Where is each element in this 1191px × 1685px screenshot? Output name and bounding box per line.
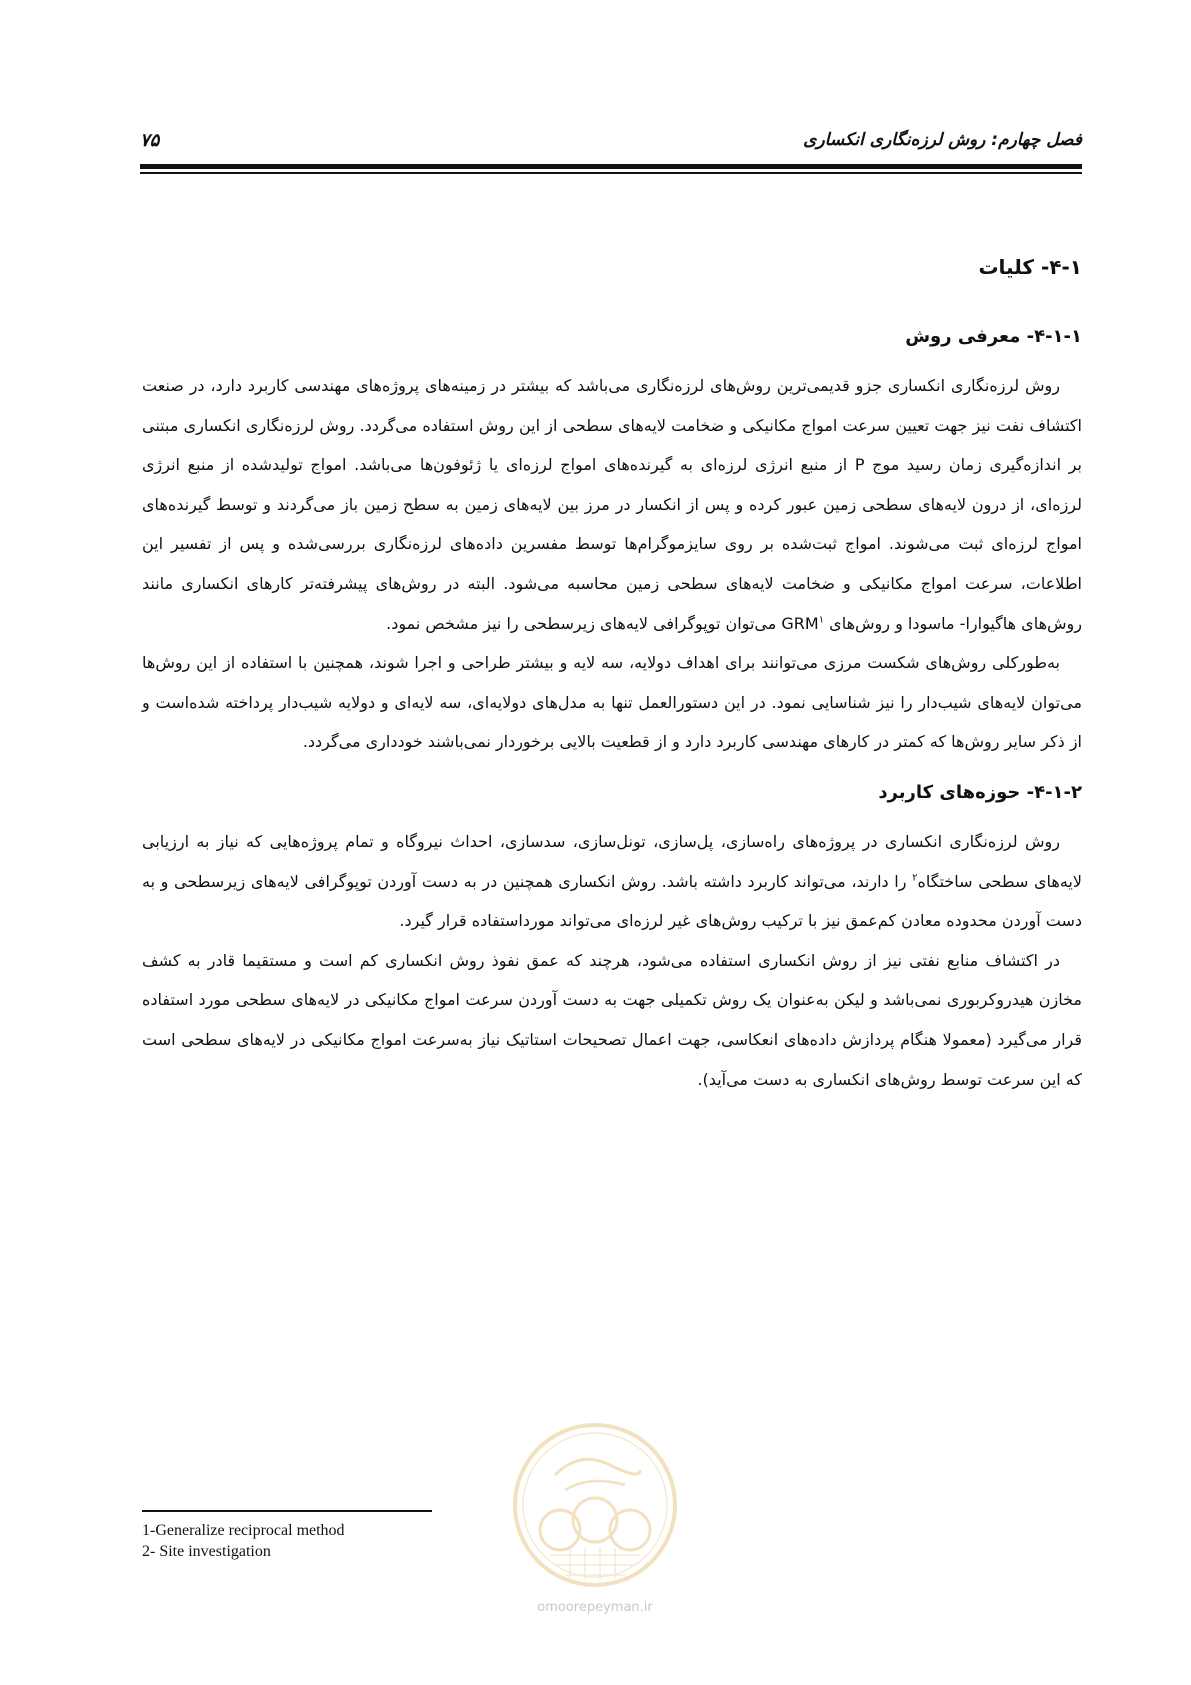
chapter-title: فصل چهارم: روش لرزه‌نگاری انکساری xyxy=(803,130,1082,150)
section-heading-main: ۴-۱- کلیات xyxy=(978,255,1082,279)
paragraph-intro-2: به‌طورکلی روش‌های شکست مرزی می‌توانند برای اهداف دولایه، سه لایه و بیشتر طراحی و اجرا شوند، همچنین با استفاده از این روش‌ها می‌توان لایه‌های شیب‌دار را نیز شناسایی نمود. در این دستورالعمل تنها به مدل‌های دولایه‌ای، سه لایه‌ای و دولایه شیب‌دار پرداخته شده‌است و از ذکر سایر روش‌ها که کمتر در کارهای مهندسی کاربرد دارد و از قطعیت بالایی برخوردار نمی‌باشند خودداری می‌گردد. xyxy=(142,653,1082,752)
main-content xyxy=(142,252,1082,1099)
footnote-rule xyxy=(142,1510,432,1512)
footnote-ref-2: ۲ xyxy=(912,872,918,884)
subsection-heading-intro: ۴-۱-۱- معرفی روش xyxy=(905,326,1082,347)
header-rule-thin xyxy=(140,172,1082,174)
paragraph-applications-2: در اکتشاف منابع نفتی نیز از روش انکساری استفاده می‌شود، هرچند که عمق نفوذ روش انکساری کم است و مستقیما قادر به کشف مخازن هیدروکربوری نمی‌باشد و لیکن به‌عنوان یک روش تکمیلی جهت به دست آوردن سرعت امواج مکانیکی در لایه‌های سطحی مورد استفاده قرار می‌گیرد (معمولا هنگام پردازش داده‌های انعکاسی، جهت اعمال تصحیحات استاتیک نیاز به‌سرعت امواج مکانیکی در لایه‌های سطحی است که این سرعت توسط روش‌های انکساری به دست می‌آید). xyxy=(142,950,1082,1089)
footnote-2: 2- Site investigation xyxy=(142,1543,271,1560)
paragraph-intro-1: روش لرزه‌نگاری انکساری جزو قدیمی‌ترین روش‌های لرزه‌نگاری می‌باشد که بیشتر در زمینه‌های پروژه‌های مهندسی کاربرد دارد، در صنعت اکتشاف نفت نیز جهت تعیین سرعت امواج مکانیکی و ضخامت لایه‌های سطحی از این روش استفاده می‌گردد. روش لرزه‌نگاری انکساری مبتنی بر اندازه‌گیری زمان رسید موج P از منبع انرژی لرزه‌ای به گیرنده‌های امواج لرزه‌ای یا ژئوفون‌ها می‌باشد. امواج تولیدشده از منبع انرژی لرزه‌ای، از درون لایه‌های سطحی زمین عبور کرده و پس از انکسار در مرز بین لایه‌های زمین به سطح زمین باز می‌گردند و توسط گیرنده‌های امواج لرزه‌ای ثبت می‌شوند. امواج ثبت‌شده بر روی سایزموگرام‌ها توسط مفسرین داده‌های لرزه‌نگاری بررسی‌شده و پس از تفسیر این اطلاعات، سرعت امواج مکانیکی و ضخامت لایه‌های سطحی زمین محاسبه می‌شود. البته در روش‌های پیشرفته‌تر کارهای انکساری مانند روش‌های هاگیوارا- ماسودا و روش‌های GRM$^۱$ می‌توان توپوگرافی لایه‌های زیرسطحی را نیز مشخص نمود. xyxy=(142,376,1082,633)
footnote-ref-1: ۱ xyxy=(818,614,825,626)
watermark-logo-icon xyxy=(510,1420,680,1590)
footnote-1: 1-Generalize reciprocal method xyxy=(142,1522,345,1539)
page-header xyxy=(140,130,1082,160)
footnotes xyxy=(142,1520,345,1562)
watermark-site: omoorepeyman.ir xyxy=(537,1600,653,1615)
header-rule-thick xyxy=(140,164,1082,169)
paragraph-applications-1: روش لرزه‌نگاری انکساری در پروژه‌های راه‌سازی، پل‌سازی، تونل‌سازی، سدسازی، احداث نیروگاه و تمام پروژه‌هایی که نیاز به ارزیابی لایه‌های سطحی ساختگاه$^۲$ را دارند، می‌تواند کاربرد داشته باشد. روش انکساری همچنین در به دست آوردن توپوگرافی لایه‌های زیرسطحی و به دست آوردن محدوده معادن کم‌عمق نیز با ترکیب روش‌های غیر لرزه‌ای می‌تواند مورداستفاده قرار گیرد. xyxy=(142,831,1083,931)
page-number: ۷۵ xyxy=(140,130,160,151)
subsection-heading-applications: ۴-۱-۲- حوزه‌های کاربرد xyxy=(878,781,1082,803)
